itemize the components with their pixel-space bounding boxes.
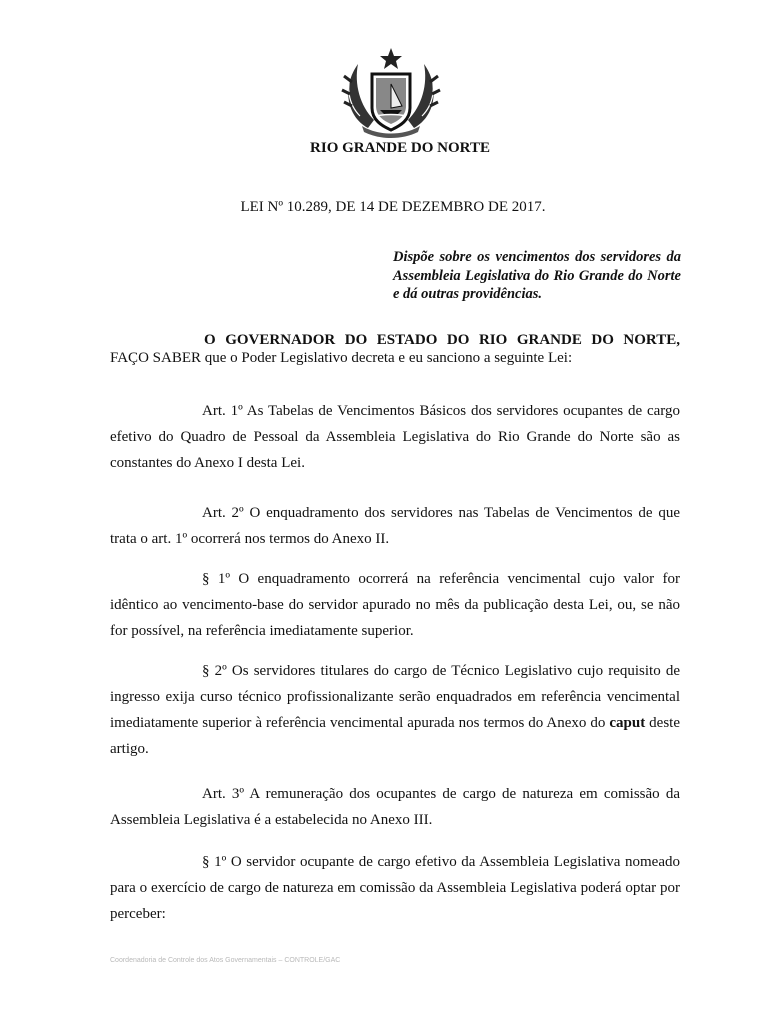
caput-term: caput bbox=[609, 715, 646, 731]
article-2-paragraph-2 bbox=[110, 658, 680, 762]
enactment-clause: FAÇO SABER que o Poder Legislativo decreta e eu sanciono a seguinte Lei: bbox=[110, 350, 573, 366]
article-2-paragraph-1: § 1º O enquadramento ocorrerá na referência vencimental cujo valor for idêntico ao vencimento-base do servidor apurado no mês da publicação desta Lei, ou, se não for possível, na referência imediatamente superior. bbox=[110, 571, 680, 639]
article-2-paragraph-2-text: § 2º Os servidores titulares do cargo de Técnico Legislativo cujo requisito de ingresso exija curso técnico profissionalizante serão enquadrados em referência vencimental imediatamente superior à referência vencimental apurada nos termos do Anexo do bbox=[110, 663, 680, 731]
state-name-heading: RIO GRANDE DO NORTE bbox=[310, 140, 490, 156]
article-1: Art. 1º As Tabelas de Vencimentos Básicos dos servidores ocupantes de cargo efetivo do Quadro de Pessoal da Assembleia Legislativa do Rio Grande do Norte são as constantes do Anexo I desta Lei. bbox=[110, 403, 680, 471]
law-summary-ementa: Dispõe sobre os vencimentos dos servidores da Assembleia Legislativa do Rio Grande do Norte e dá outras providências. bbox=[393, 249, 681, 302]
page-footer: Coordenadoria de Controle dos Atos Governamentais – CONTROLE/GAC bbox=[110, 957, 341, 964]
governor-heading: O GOVERNADOR DO ESTADO DO RIO GRANDE DO NORTE, bbox=[204, 332, 680, 348]
article-2-paragraph-2-end: deste artigo. bbox=[110, 715, 680, 757]
law-title: LEI Nº 10.289, DE 14 DE DEZEMBRO DE 2017. bbox=[240, 199, 546, 215]
article-3: Art. 3º A remuneração dos ocupantes de cargo de natureza em comissão da Assembleia Legislativa é a estabelecida no Anexo III. bbox=[110, 786, 680, 828]
article-3-paragraph-1: § 1º O servidor ocupante de cargo efetivo da Assembleia Legislativa nomeado para o exercício de cargo de natureza em comissão da Assembleia Legislativa poderá optar por perceber: bbox=[110, 854, 680, 922]
state-coat-of-arms-icon bbox=[338, 46, 444, 138]
article-2: Art. 2º O enquadramento dos servidores nas Tabelas de Vencimentos de que trata o art. 1º ocorrerá nos termos do Anexo II. bbox=[110, 505, 680, 547]
preamble bbox=[110, 331, 680, 367]
